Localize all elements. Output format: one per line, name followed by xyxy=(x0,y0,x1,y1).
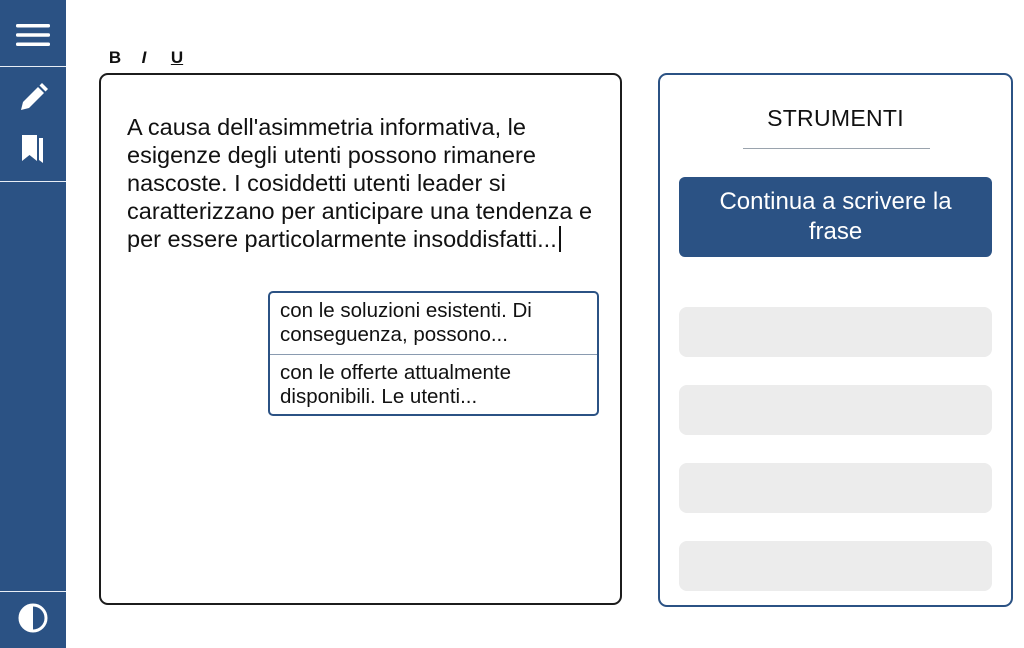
menu-icon xyxy=(16,23,50,47)
panel-divider xyxy=(743,148,930,149)
continue-sentence-button[interactable]: Continua a scrivere la frase xyxy=(679,177,992,257)
empty-tool-slot xyxy=(679,385,992,435)
edit-button[interactable] xyxy=(0,78,66,118)
sidebar-divider xyxy=(0,591,66,592)
menu-button[interactable] xyxy=(0,12,66,58)
sidebar-divider xyxy=(0,66,66,67)
pencil-icon xyxy=(18,83,48,113)
suggestion-popup xyxy=(268,291,599,416)
contrast-toggle[interactable] xyxy=(0,600,66,636)
suggestion-divider xyxy=(270,354,597,355)
tools-panel xyxy=(658,73,1013,607)
empty-tool-slot xyxy=(679,541,992,591)
bookmarks-button[interactable] xyxy=(0,128,66,168)
bookmark-icon xyxy=(20,133,46,163)
text-cursor xyxy=(559,226,561,252)
sidebar xyxy=(0,0,66,648)
editor-content[interactable] xyxy=(127,113,597,253)
panel-title: STRUMENTI xyxy=(767,105,904,131)
contrast-icon xyxy=(18,603,48,633)
underline-button[interactable]: U xyxy=(170,48,184,67)
empty-tool-slot xyxy=(679,463,992,513)
suggestion-item[interactable]: con le soluzioni esistenti. Di conseguenza, possono... xyxy=(280,299,532,346)
sidebar-divider xyxy=(0,181,66,182)
editor-text: A causa dell'asimmetria informativa, le esigenze degli utenti possono rimanere nascoste. I cosiddetti utenti leader si caratterizzano per anticipare una tendenza e per essere particolarmente insoddisfatti... xyxy=(127,114,593,252)
suggestion-item[interactable]: con le offerte attualmente disponibili. Le utenti... xyxy=(280,361,511,408)
italic-button[interactable]: I xyxy=(141,48,147,67)
empty-tool-slot xyxy=(679,307,992,357)
bold-button[interactable]: B xyxy=(108,48,122,67)
